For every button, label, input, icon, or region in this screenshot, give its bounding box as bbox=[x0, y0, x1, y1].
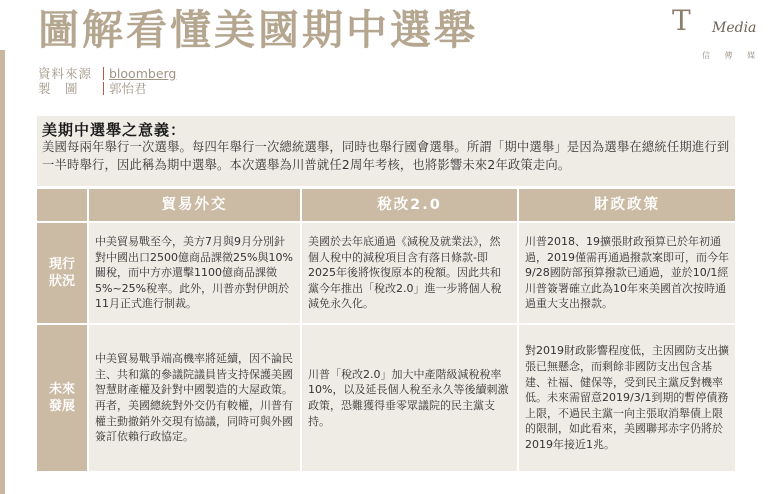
intro-body: 美國每兩年舉行一次選舉。每四年舉行一次總統選舉，同時也舉行國會選舉。所謂「期中選舉」是因為選舉在總統任期進行到一半時舉行，因此稱為期中選舉。本次選舉為川普就任2周年考核，也將影響未來2年政策走向。 bbox=[42, 140, 730, 172]
source-value: bloomberg bbox=[109, 66, 177, 81]
logo-subtitle: 信 傳 媒 bbox=[702, 51, 762, 60]
cell-text: 川普2018、19擴張財政預算已於年初通過，2019僅需再通過撥款案即可，而今年9/28國防部預算撥款已通過，並於10/1經川普簽署確立此為10年來美國首次按時通過重大支出撥款。 bbox=[525, 235, 729, 311]
page-title: 圖解看懂美國期中選舉 bbox=[38, 6, 478, 54]
column-header-fiscal: 財政政策 bbox=[519, 189, 735, 221]
brand-logo bbox=[672, 4, 762, 66]
maker-value: 郭怡君 bbox=[109, 81, 147, 96]
table-cell bbox=[89, 325, 300, 471]
row-header-future: 未來 發展 bbox=[37, 325, 87, 471]
table-cell bbox=[519, 325, 735, 471]
table-cell bbox=[89, 223, 300, 323]
left-accent-stripe bbox=[0, 50, 5, 494]
source-credits bbox=[38, 66, 176, 96]
cell-text: 川普「稅改2.0」加大中產階級減稅稅率10%，以及延長個人稅至永久等後續刺激政策，恐難獲得垂零眾議院的民主黨支持。 bbox=[308, 367, 509, 428]
intro-heading: 美期中選舉之意義： bbox=[42, 121, 187, 139]
table-cell bbox=[302, 223, 517, 323]
policy-table bbox=[37, 189, 735, 471]
source-row bbox=[38, 66, 176, 81]
maker-label: 製 圖 bbox=[38, 81, 79, 96]
separator-bar bbox=[103, 82, 104, 95]
source-label: 資料來源 bbox=[38, 66, 93, 81]
logo-mark: T bbox=[672, 4, 691, 37]
column-header-tax: 稅改2.0 bbox=[302, 189, 517, 221]
intro-panel bbox=[37, 116, 735, 186]
row-header-current: 現行 狀況 bbox=[37, 223, 87, 323]
table-cell bbox=[302, 325, 517, 471]
table-cell bbox=[519, 223, 735, 323]
maker-row bbox=[38, 81, 176, 96]
separator-bar bbox=[103, 67, 104, 80]
cell-text: 中美貿易戰至今，美方7月與9月分別針對中國出口2500億商品課徵25%與10%關稅，而中方亦還擊1100億商品課徵5%~25%稅率。此外，川普亦對伊朗於11月正式進行制裁。 bbox=[95, 235, 293, 311]
cell-text: 對2019財政影響程度低，主因國防支出擴張已無懸念，而剩餘非國防支出包含基建、社福、健保等，受到民主黨反對機率低。未來需留意2019/3/1到期的暫停債務上限，不過民主黨一向主張取消舉債上限的限制，如此看來，美國聯邦赤字仍將於2019年接近1兆。 bbox=[525, 344, 729, 451]
cell-text: 中美貿易戰爭端高機率將延續，因不論民主、共和黨的參議院議員皆支持保護美國智慧財產權及針對中國製造的大屋政策。再者，美國總統對外交仍有較權，川普有權主動撤銷外交現有協議，同時可與外國簽訂依賴行政協定。 bbox=[95, 352, 293, 444]
table-corner bbox=[37, 189, 87, 221]
logo-word: Media bbox=[712, 20, 757, 36]
column-header-trade: 貿易外交 bbox=[89, 189, 300, 221]
cell-text: 美國於去年底通過《減稅及就業法》，然個人稅中的減稅項目含有落日條款-即2025年後將恢復原本的稅額。因此共和黨今年推出「稅改2.0」進一步將個人稅減免永久化。 bbox=[308, 235, 502, 311]
